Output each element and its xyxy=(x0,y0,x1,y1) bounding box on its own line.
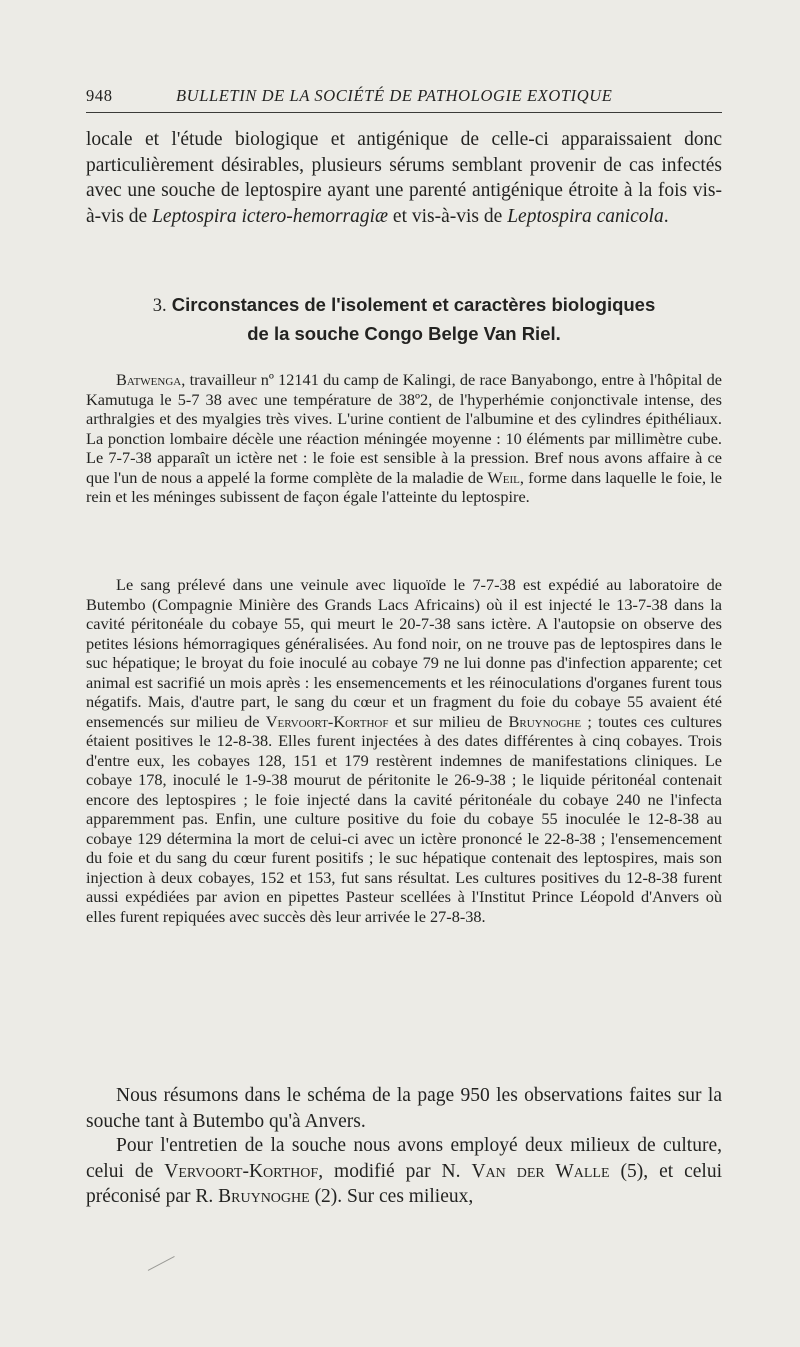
case-text: , forme dans laquelle le foie, le rein et les méninges subissent de façon égale l'atteinte du leptospire. xyxy=(86,467,723,506)
culture-text: (2). Sur ces milieux, xyxy=(309,1186,474,1207)
author-name: Vervoort-Korthof xyxy=(164,1160,319,1182)
running-title: BULLETIN DE LA SOCIÉTÉ DE PATHOLOGIE EXOTIQUE xyxy=(176,86,613,105)
case-paragraph xyxy=(86,370,722,507)
page-header xyxy=(86,86,722,108)
culture-paragraph xyxy=(86,1133,722,1210)
section-title-line2: de la souche Congo Belge Van Riel. xyxy=(247,323,561,344)
culture-text: (5), et celui préconisé par R. xyxy=(86,1160,723,1207)
paper-mark xyxy=(148,1256,182,1285)
case-text: , travailleur nº 12141 du camp de Kalingi, de race Banyabongo, entre à l'hôpital de Kamutuga le 5-7 38 avec une température de 38º2, de l'hyperhémie conjonctivale intense, des arthralgies et des myalgies très vives. L'urine contient de l'albumine et des cylindres épithéliaux. La ponction lombaire décèle une réaction méningée moyenne : 10 éléments par millimètre cube. Le 7-7-38 apparaît un ictère net : le foie est sensible à la pression. Bref nous avons affaire à ce que l'un de nous a appelé la forme complète de la maladie de xyxy=(86,370,722,487)
intro-paragraph xyxy=(86,127,722,229)
section-title-line1: Circonstances de l'isolement et caractères biologiques xyxy=(171,294,656,315)
section-number: 3. xyxy=(152,296,167,316)
culture-text: Pour l'entretien de la souche nous avons employé deux milieux de culture, celui de xyxy=(86,1135,722,1182)
section-heading xyxy=(86,291,722,348)
patient-name: Batwenga xyxy=(116,370,182,389)
intro-text: locale et l'étude biologique et antigénique de celle-ci apparaissaient donc particulièrement désirables, plusieurs sérums semblant provenir de cas infectés avec une souche de leptospire ayant une parenté antigénique étroite à la fois vis-à-vis de xyxy=(86,129,722,227)
author-name: Weil xyxy=(487,467,520,487)
species-name: Leptospira ictero-hemorragiæ xyxy=(152,205,389,227)
blood-text: ; toutes ces cultures étaient positives le 12-8-38. Elles furent injectées à des dates différentes à cinq cobayes. Trois d'entre eux, les cobayes 128, 151 et 179 restèrent indemnes de manifestations cliniques. Le cobaye 178, inoculé le 1-9-38 mourut de péritonite le 26-9-38 ; le liquide péritonéal contenait encore des leptospires ; le foie injecté dans la cavité péritonéale du cobaye 240 ne l'infecta apparemment pas. Enfin, une culture positive du foie du cobaye 55 inoculée le 12-8-38 au cobaye 129 détermina la mort de celui-ci avec un ictère prononcé le 22-8-38 ; l'ensemencement du foie et du sang du cœur furent positifs ; le suc hépatique contenait des leptospires, mais son injection à deux cobayes, 152 et 153, fut sans résultat. Les cultures positives du 12-8-38 furent aussi expédiées par avion en pipettes Pasteur scellées à l'Institut Prince Léopold d'Anvers où elles furent repiquées avec succès dès leur arrivée le 27-8-38. xyxy=(86,711,722,926)
blood-text: et sur milieu de xyxy=(388,711,509,731)
author-name: Vervoort-Korthof xyxy=(265,711,389,731)
blood-text: Le sang prélevé dans une veinule avec liquoïde le 7-7-38 est expédié au laboratoire de Butembo (Compagnie Minière des Grands Lacs Africains) où il est injecté le 13-7-38 dans la cavité péritonéale du cobaye 55, qui meurt le 20-7-38 sans ictère. A l'autopsie on observe des petites lésions hémorragiques généralisées. Au fond noir, on ne trouve pas de leptospires dans le suc hépatique; le broyat du foie inoculé au cobaye 79 ne lui donne pas d'infection apparente; cet animal est sacrifié un mois après : les ensemencements et les réinoculations d'organes furent tous négatifs. Mais, d'autre part, le sang du cœur et un fragment du foie du cobaye 55 avaient été ensemencés sur milieu de xyxy=(86,575,722,731)
summary-paragraph: Nous résumons dans le schéma de la page 950 les observations faites sur la souche tant à Butembo qu'à Anvers. xyxy=(86,1085,722,1132)
culture-text: , modifié par N. xyxy=(318,1160,472,1182)
page-number: 948 xyxy=(86,86,113,105)
blood-paragraph xyxy=(86,575,722,926)
header-rule xyxy=(86,112,722,113)
author-name: Bruynoghe xyxy=(218,1186,310,1207)
intro-text: . xyxy=(663,205,669,227)
intro-text: et vis-à-vis de xyxy=(388,205,508,227)
author-name: Van der Walle xyxy=(471,1160,610,1182)
author-name: Bruynoghe xyxy=(508,711,582,731)
species-name: Leptospira canicola xyxy=(507,205,664,227)
